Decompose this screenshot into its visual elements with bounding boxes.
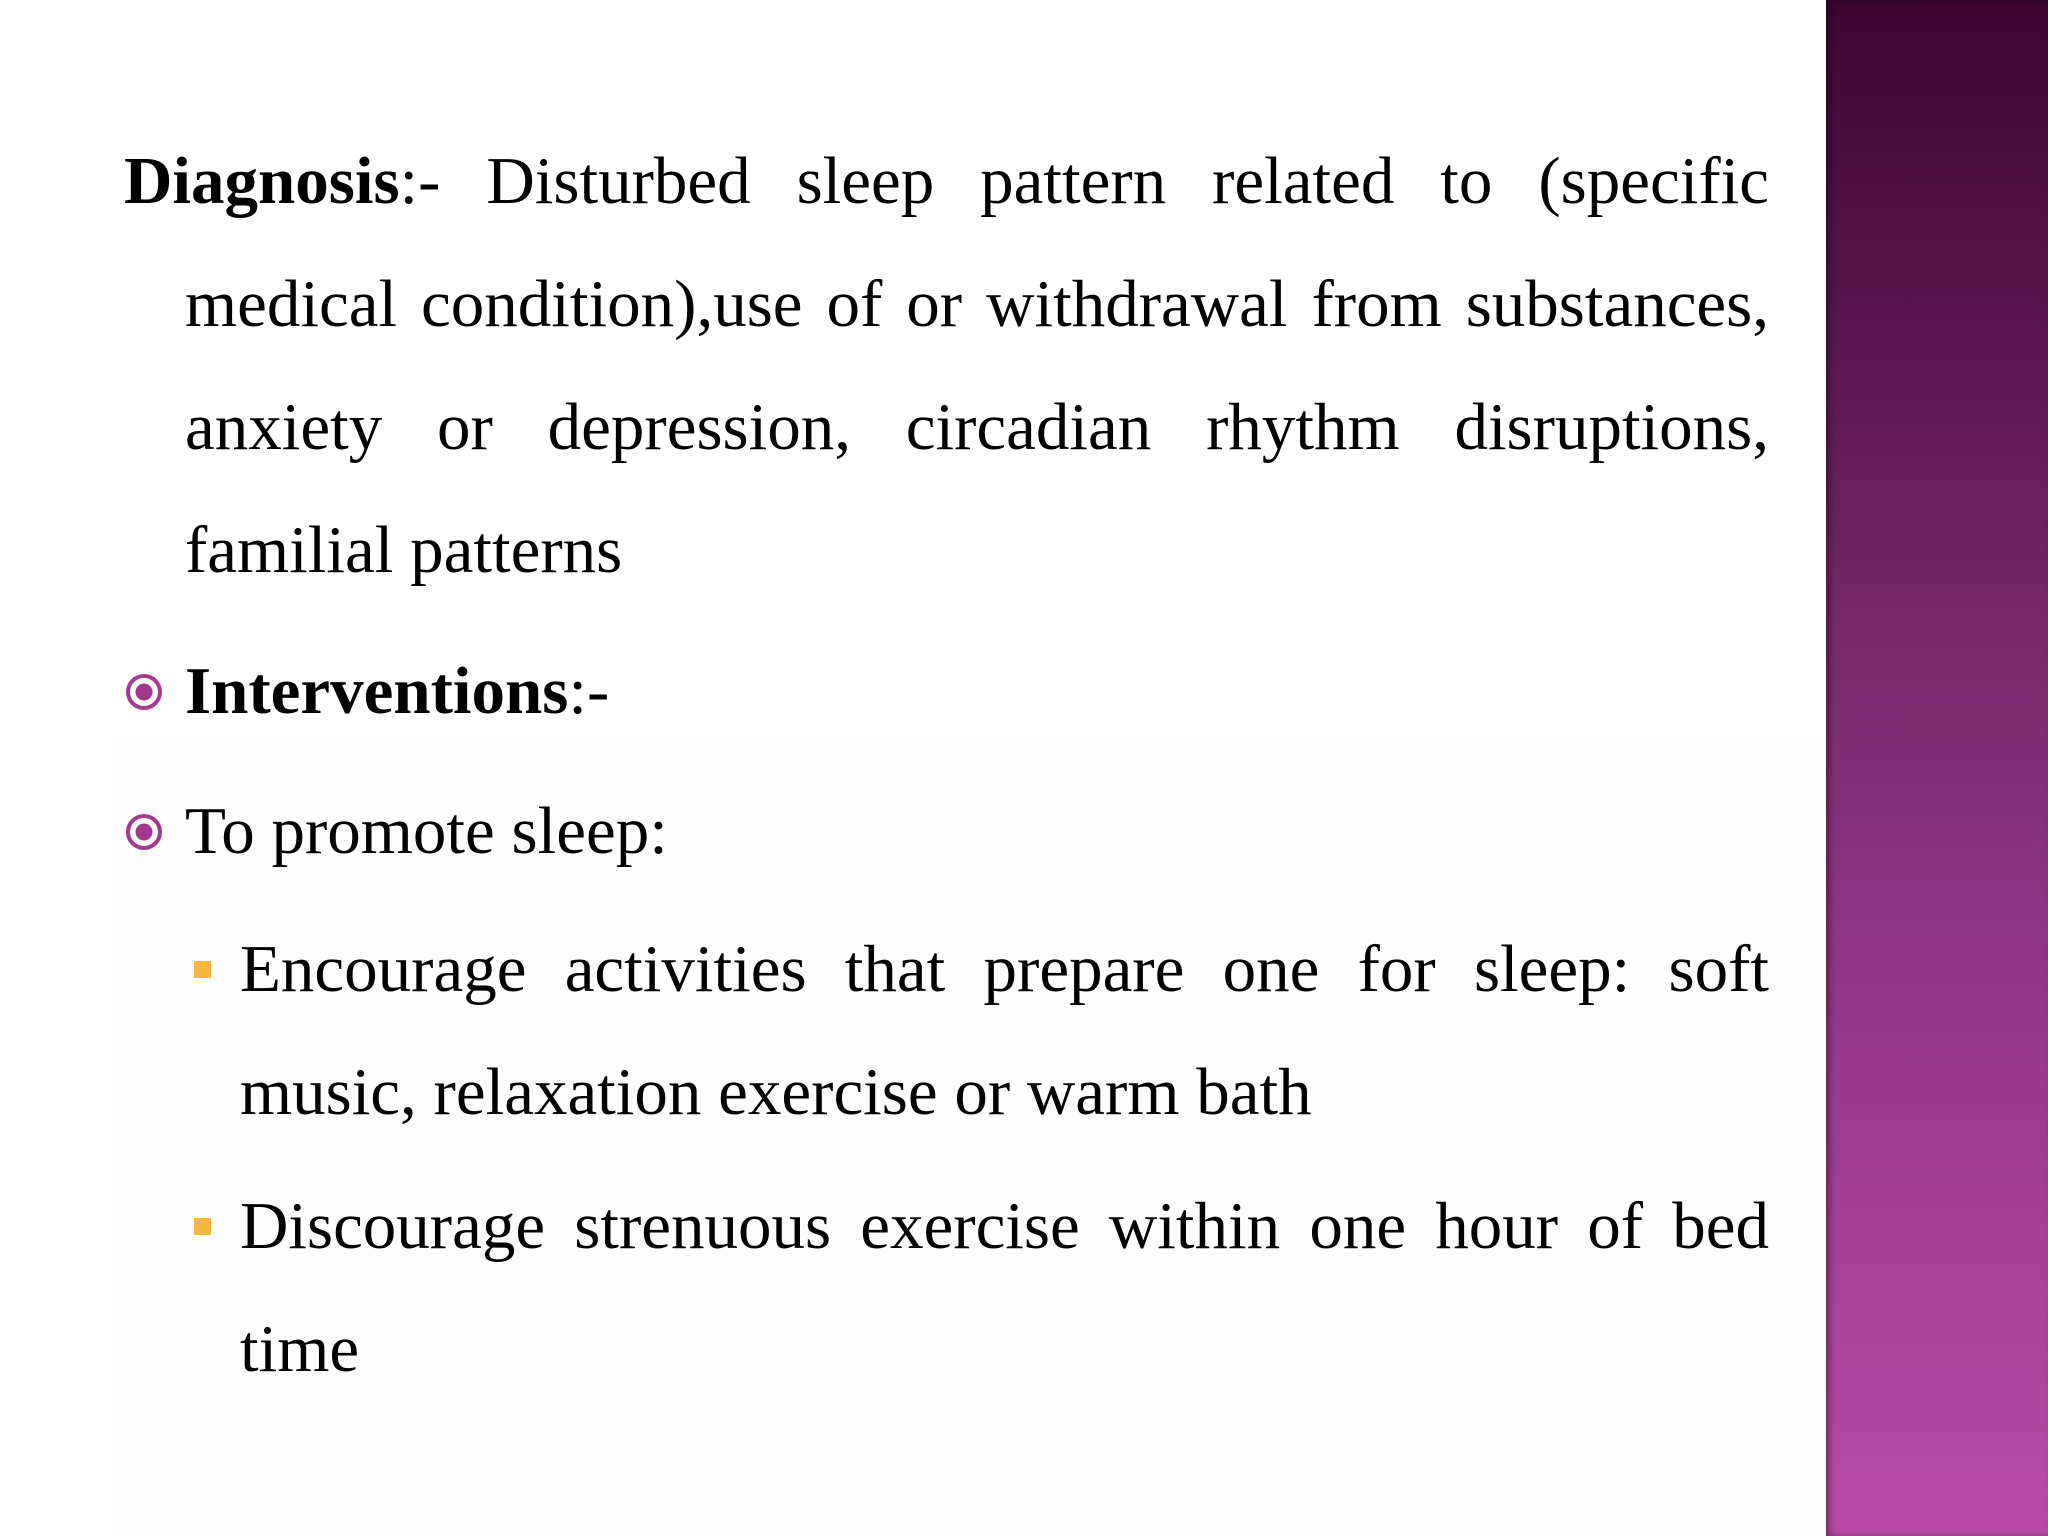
sub-item-text: Discourage strenuous exercise within one hour of bed time <box>240 1189 1769 1386</box>
diagnosis-suffix: :- <box>399 144 441 218</box>
promote-sleep-label: To promote sleep: <box>185 794 668 868</box>
interventions-heading <box>185 630 609 753</box>
interventions-suffix: :- <box>568 654 610 728</box>
square-bullet-icon <box>194 1218 211 1235</box>
circle-bullet-icon <box>124 812 164 852</box>
sub-item-discourage <box>194 1165 1769 1411</box>
diagnosis-paragraph <box>124 120 1769 612</box>
circle-bullet-icon <box>124 672 164 712</box>
sub-item-text: Encourage activities that prepare one for sleep: soft music, relaxation exercise or warm bath <box>240 932 1769 1129</box>
decorative-side-bar <box>1826 0 2048 1536</box>
sub-item-encourage <box>194 908 1769 1154</box>
diagnosis-block <box>124 120 1769 612</box>
interventions-label: Interventions <box>185 654 569 728</box>
diagnosis-label: Diagnosis <box>124 144 400 218</box>
diagnosis-text: Disturbed sleep pattern related to (specific medical condition),use of or withdrawal from substances, anxiety or depression, circadian rhythm disruptions, familial patterns <box>185 144 1769 587</box>
square-bullet-icon <box>194 961 211 978</box>
